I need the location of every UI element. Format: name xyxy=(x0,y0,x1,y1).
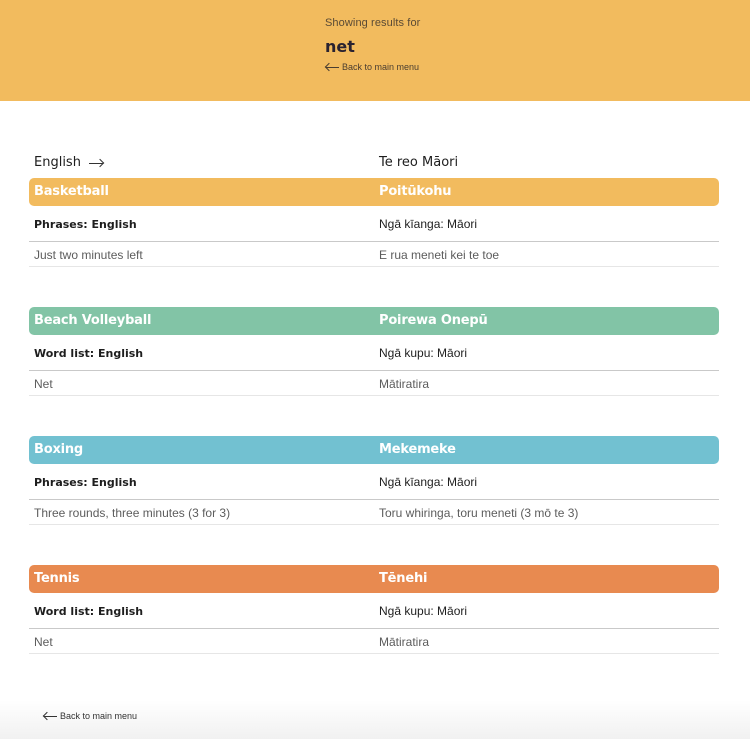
category-maori: Tēnehi xyxy=(379,571,428,586)
entry-maori: Mātiratira xyxy=(379,377,430,391)
category-maori: Poirewa Onepū xyxy=(379,313,488,328)
list-type-row xyxy=(29,206,719,242)
translation-row[interactable] xyxy=(29,371,719,396)
translation-row[interactable] xyxy=(29,629,719,654)
results-subtitle: Showing results for xyxy=(325,17,421,29)
list-type-english: Word list: English xyxy=(34,605,144,618)
footer-back-to-main-menu-link[interactable] xyxy=(43,711,137,721)
entry-maori: Mātiratira xyxy=(379,635,430,649)
list-type-maori: Ngā kīanga: Māori xyxy=(379,217,478,231)
right-arrow-icon[interactable] xyxy=(89,158,104,168)
result-section-tennis xyxy=(29,565,719,654)
english-column-label: English xyxy=(34,155,81,170)
category-bar xyxy=(29,436,719,464)
entry-english: Net xyxy=(34,377,53,391)
result-section-basketball xyxy=(29,178,719,267)
entry-maori: Toru whiringa, toru meneti (3 mō te 3) xyxy=(379,506,579,520)
back-link-label: Back to main menu xyxy=(342,62,420,72)
list-type-row xyxy=(29,464,719,500)
list-type-maori: Ngā kupu: Māori xyxy=(379,604,468,618)
list-type-english: Phrases: English xyxy=(34,218,137,231)
list-type-row xyxy=(29,335,719,371)
category-english: Tennis xyxy=(34,571,80,586)
entry-maori: E rua meneti kei te toe xyxy=(379,248,500,262)
list-type-maori: Ngā kupu: Māori xyxy=(379,346,468,360)
results-header xyxy=(0,0,750,101)
left-arrow-icon xyxy=(43,712,57,720)
category-english: Basketball xyxy=(34,184,109,199)
left-arrow-icon xyxy=(325,63,339,71)
category-english: Boxing xyxy=(34,442,84,457)
entry-english: Net xyxy=(34,635,53,649)
back-to-main-menu-link[interactable] xyxy=(325,62,420,72)
english-column-header[interactable] xyxy=(34,155,104,170)
search-term: net xyxy=(325,37,355,56)
results-header-content xyxy=(325,17,420,72)
translation-row[interactable] xyxy=(29,500,719,525)
entry-english: Three rounds, three minutes (3 for 3) xyxy=(34,506,231,520)
back-link-label: Back to main menu xyxy=(60,711,138,721)
category-english: Beach Volleyball xyxy=(34,313,152,328)
language-column-headers xyxy=(34,155,724,173)
category-bar xyxy=(29,565,719,593)
category-maori: Mekemeke xyxy=(379,442,456,457)
result-section-beach-volleyball xyxy=(29,307,719,396)
list-type-maori: Ngā kīanga: Māori xyxy=(379,475,478,489)
entry-english: Just two minutes left xyxy=(34,248,143,262)
category-bar xyxy=(29,307,719,335)
category-bar xyxy=(29,178,719,206)
list-type-row xyxy=(29,593,719,629)
list-type-english: Phrases: English xyxy=(34,476,137,489)
translation-row[interactable] xyxy=(29,242,719,267)
maori-column-header: Te reo Māori xyxy=(379,155,459,170)
result-section-boxing xyxy=(29,436,719,525)
category-maori: Poitūkohu xyxy=(379,184,452,199)
list-type-english: Word list: English xyxy=(34,347,144,360)
